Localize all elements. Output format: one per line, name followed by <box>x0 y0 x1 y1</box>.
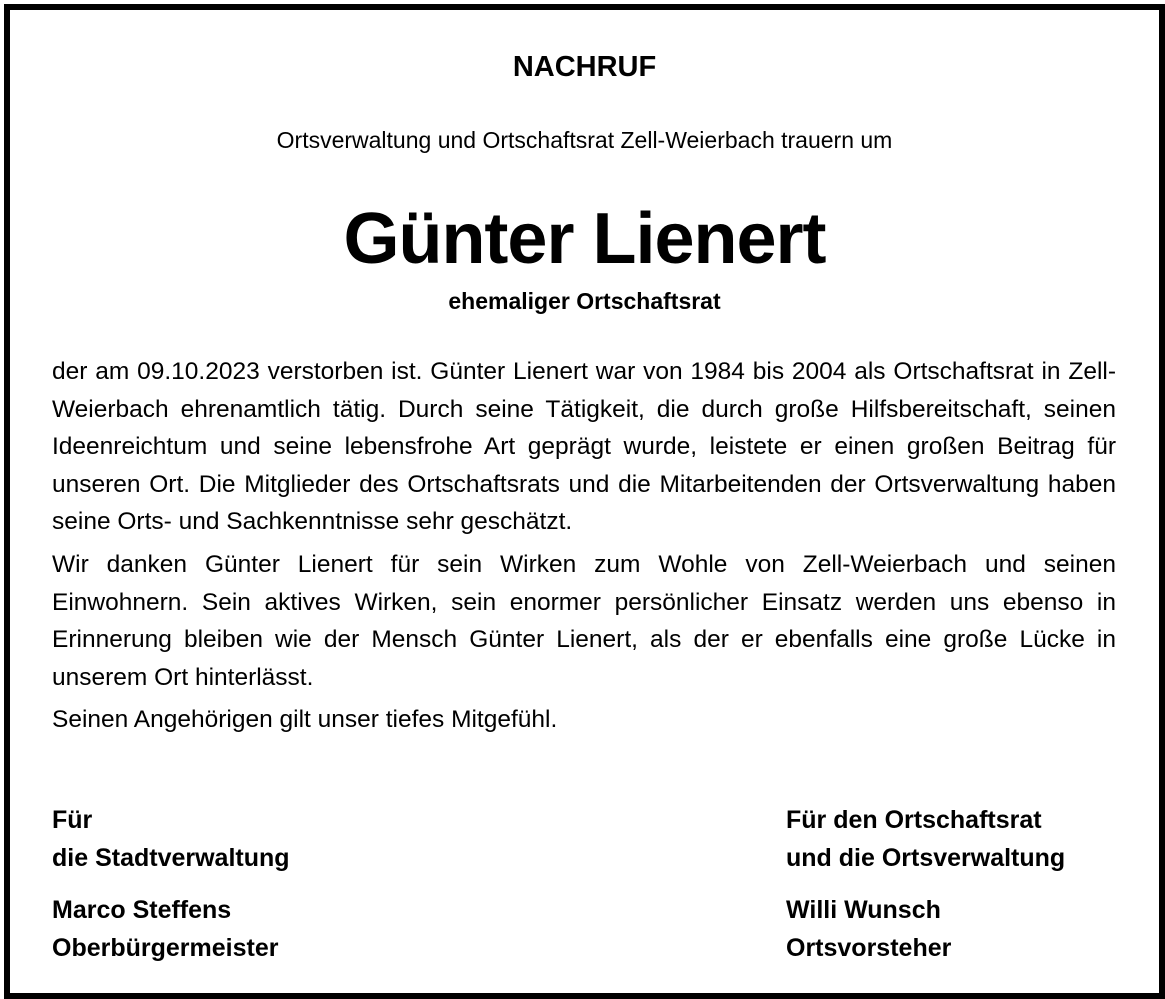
obituary-content <box>10 10 1159 993</box>
deceased-name: Günter Lienert <box>343 199 826 279</box>
signature-city-line2: die Stadtverwaltung <box>52 844 290 872</box>
notice-intro: Ortsverwaltung und Ortschaftsrat Zell-Weierbach trauern um <box>276 127 893 153</box>
signature-council-line1: Für den Ortschaftsrat <box>786 806 1042 834</box>
signature-council-person: Willi Wunsch <box>786 896 941 924</box>
signature-city-title: Oberbürgermeister <box>52 934 279 962</box>
signature-council-title: Ortsvorsteher <box>786 934 952 962</box>
signature-gap <box>786 877 1065 891</box>
notice-heading: NACHRUF <box>512 51 657 83</box>
signature-city-line1: Für <box>52 806 93 834</box>
signature-gap <box>52 877 290 891</box>
signature-city-person: Marco Steffens <box>52 896 232 924</box>
signature-block-council <box>786 801 1065 967</box>
signature-council-line2: und die Ortsverwaltung <box>786 844 1066 872</box>
signature-block-city <box>52 801 290 967</box>
body-paragraph-1: der am 09.10.2023 verstorben ist. Günter Lienert war von 1984 bis 2004 als Ortschaftsrat in Zell-Weierbach ehrenamtlich tätig. Durch seine Tätigkeit, die durch große Hilfsbereitschaft, seinen Ideenreichtum und seine lebensfrohe Art geprägt wurde, leistete er einen großen Beitrag für unseren Ort. Die Mitglieder des Ortschaftsrats und die Mitarbeitenden der Ortsverwaltung haben seine Orts- und Sachkenntnisse sehr geschätzt. <box>52 358 1116 536</box>
deceased-role: ehemaliger Ortschaftsrat <box>448 288 721 314</box>
obituary-body <box>52 353 1116 744</box>
body-paragraph-3: Seinen Angehörigen gilt unser tiefes Mitgefühl. <box>52 706 558 734</box>
obituary-frame <box>4 4 1165 999</box>
body-paragraph-2: Wir danken Günter Lienert für sein Wirken zum Wohle von Zell-Weierbach und seinen Einwohnern. Sein aktives Wirken, sein enormer persönlicher Einsatz werden uns ebenso in Erinnerung bleiben wie der Mensch Günter Lienert, als der er ebenfalls eine große Lücke in unserem Ort hinterlässt. <box>52 550 1116 691</box>
